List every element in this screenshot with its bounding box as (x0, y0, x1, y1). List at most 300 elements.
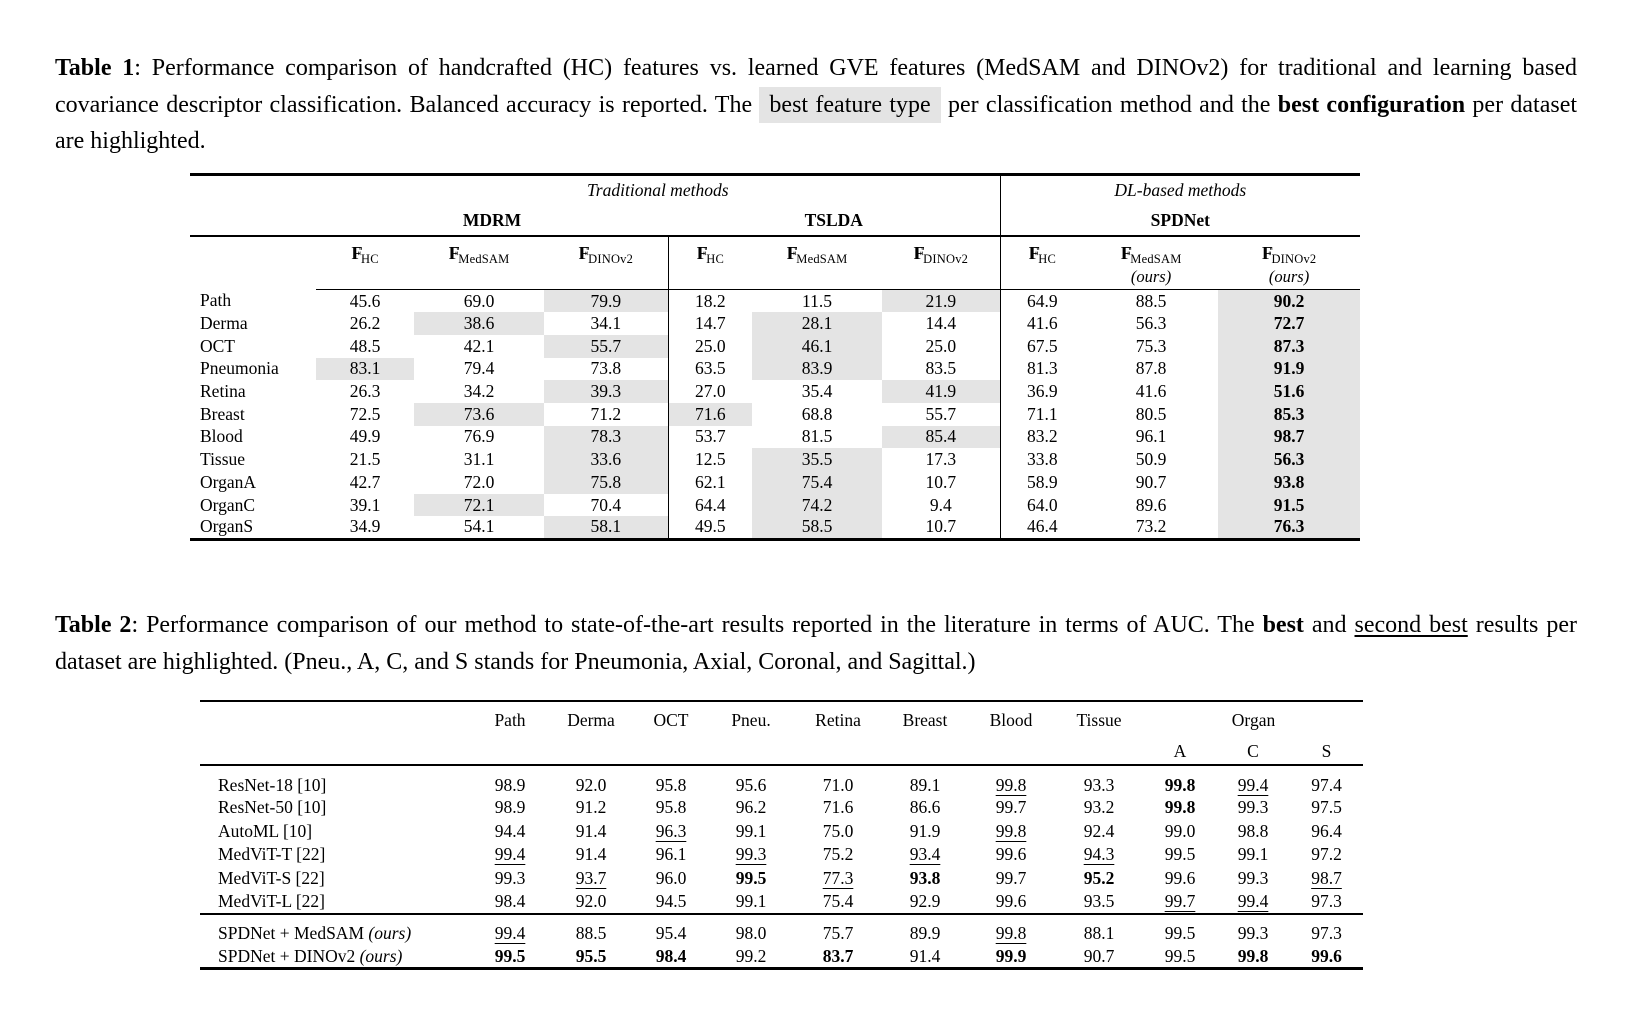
value-cell: 83.7 (794, 945, 882, 969)
row-label: SPDNet + DINOv2 (ours) (200, 945, 472, 969)
row-label: Tissue (200, 449, 246, 470)
value-cell: 92.4 (1083, 820, 1115, 841)
value-cell: 95.6 (735, 774, 767, 795)
value-cell: 93.7 (575, 868, 607, 889)
table-row (190, 516, 1360, 539)
table1-method-row (190, 206, 1360, 236)
value-cell: 58.1 (544, 516, 668, 539)
value-cell: 99.6 (1164, 868, 1196, 889)
table2-caption-label: Table 2 (55, 612, 132, 638)
value-cell: 91.9 (1218, 358, 1360, 381)
method-mdrm: MDRM (316, 206, 668, 236)
table-row (190, 494, 1360, 517)
value-cell: 77.3 (822, 868, 854, 889)
value-cell: 41.6 (1135, 381, 1167, 402)
value-cell: 85.3 (1218, 403, 1360, 426)
row-label: ResNet-50 [10] (218, 797, 327, 818)
value-cell: 75.7 (822, 923, 854, 944)
value-cell: 99.0 (1164, 820, 1196, 841)
value-cell: 9.4 (929, 494, 952, 515)
value-cell: 17.3 (925, 449, 957, 470)
feature-symbol (1084, 243, 1218, 267)
value-cell: 55.7 (544, 335, 668, 358)
column-header-pneu: Pneu. (708, 701, 794, 765)
value-cell: 99.4 (494, 923, 526, 944)
value-cell: 83.2 (1000, 426, 1084, 449)
value-cell: 93.8 (909, 868, 941, 889)
row-label: MedViT-L [22] (200, 890, 472, 914)
table-row (190, 358, 1360, 381)
column-header-feature-dinov2 (882, 236, 1000, 290)
value-cell: 33.8 (1000, 448, 1084, 471)
value-cell: 35.4 (801, 381, 833, 402)
value-cell: 90.7 (1054, 945, 1144, 969)
row-label: MedViT-T [22] (218, 844, 326, 865)
value-cell: 94.4 (494, 820, 526, 841)
row-label: Breast (200, 403, 245, 424)
value-cell: 97.3 (1311, 923, 1342, 944)
value-cell: 99.7 (1144, 890, 1216, 914)
value-cell: 75.2 (822, 844, 854, 865)
value-cell: 99.3 (494, 868, 526, 889)
value-cell: 97.3 (1290, 890, 1363, 914)
value-cell: 73.2 (1084, 516, 1218, 539)
row-label: OrganS (190, 516, 316, 539)
value-cell: 41.6 (1000, 312, 1084, 335)
value-cell: 91.5 (1218, 494, 1360, 517)
empty-cell (200, 701, 472, 765)
value-cell: 94.5 (634, 890, 708, 914)
value-cell: 42.7 (349, 471, 381, 492)
value-cell: 10.7 (925, 471, 957, 492)
value-cell: 49.5 (668, 516, 752, 539)
value-cell: 26.2 (349, 313, 381, 334)
value-cell: 27.0 (668, 380, 752, 403)
value-cell: 99.4 (1237, 774, 1269, 795)
value-cell: 70.4 (590, 494, 622, 515)
value-cell: 72.0 (463, 471, 495, 492)
value-cell: 96.2 (735, 797, 767, 818)
table2-caption-underlined-phrase: second best (1354, 612, 1468, 638)
column-header-feature-medsam (414, 236, 544, 290)
blackboard-F: F F (1262, 243, 1272, 264)
row-label: MedViT-S [22] (218, 868, 325, 889)
value-cell: 72.7 (1218, 312, 1360, 335)
table2-caption-text-2: and (1303, 612, 1355, 638)
value-cell: 71.6 (822, 797, 854, 818)
value-cell: 56.3 (1135, 313, 1167, 334)
row-label: Pneumonia (200, 358, 279, 379)
value-cell: 25.0 (925, 335, 957, 356)
feature-symbol (669, 243, 753, 267)
value-cell: 97.4 (1311, 774, 1342, 795)
feature-symbol (1218, 243, 1360, 267)
blackboard-F: F F (787, 243, 797, 264)
value-cell: 62.1 (668, 471, 752, 494)
value-cell: 99.8 (1216, 945, 1290, 969)
table-row (200, 796, 1363, 820)
value-cell: 67.5 (1000, 335, 1084, 358)
table-row (200, 914, 1363, 945)
value-cell: 96.4 (1311, 820, 1342, 841)
value-cell: 97.2 (1311, 844, 1342, 865)
value-cell: 99.4 (494, 844, 526, 865)
value-cell: 58.5 (752, 516, 882, 539)
value-cell: 33.6 (544, 448, 668, 471)
value-cell: 64.0 (1000, 494, 1084, 517)
value-cell: 71.6 (668, 403, 752, 426)
value-cell: 79.4 (463, 358, 495, 379)
value-cell: 54.1 (414, 516, 544, 539)
table2-caption-text-1: : Performance comparison of our method to state-of-the-art results reported in the literature in terms of AUC. The (131, 612, 1263, 638)
table-row (200, 820, 1363, 844)
value-cell: 99.9 (968, 945, 1054, 969)
value-cell: 64.9 (1000, 290, 1084, 313)
value-cell: 93.2 (1083, 797, 1115, 818)
ours-note: (ours) (1130, 266, 1172, 286)
value-cell: 99.4 (1216, 890, 1290, 914)
value-cell: 71.1 (1000, 403, 1084, 426)
value-cell: 81.5 (801, 426, 833, 447)
method-tslda: TSLDA (668, 206, 1000, 236)
value-cell: 34.9 (316, 516, 414, 539)
feature-symbol (752, 243, 882, 267)
table-row (190, 312, 1360, 335)
feature-symbol (882, 243, 1000, 267)
value-cell: 99.1 (708, 890, 794, 914)
value-cell: 91.9 (909, 820, 941, 841)
value-cell: 41.9 (882, 380, 1000, 403)
method-spdnet: SPDNet (1000, 206, 1360, 236)
table1-caption-label: Table 1 (55, 55, 135, 81)
value-cell: 64.4 (668, 494, 752, 517)
value-cell: 96.1 (655, 844, 687, 865)
value-cell: 91.2 (575, 797, 607, 818)
feature-subscript: MedSAM (1130, 251, 1182, 266)
value-cell: 88.5 (1135, 290, 1167, 311)
value-cell: 93.3 (1083, 774, 1115, 795)
value-cell: 83.1 (316, 358, 414, 381)
column-header-path: Path (472, 701, 548, 765)
value-cell: 26.3 (349, 381, 381, 402)
empty-cell (190, 206, 316, 236)
value-cell: 93.8 (1218, 471, 1360, 494)
feature-subscript: HC (1038, 251, 1057, 266)
blackboard-F: F F (1121, 243, 1131, 264)
value-cell: 89.9 (909, 923, 941, 944)
value-cell: 95.4 (655, 923, 687, 944)
value-cell: 95.5 (548, 945, 634, 969)
value-cell: 91.4 (575, 844, 607, 865)
column-header-feature-medsam (1084, 236, 1218, 290)
column-header-blood: Blood (968, 701, 1054, 765)
column-header-feature-medsam (752, 236, 882, 290)
value-cell: 98.7 (1311, 868, 1342, 889)
value-cell: 69.0 (463, 290, 495, 311)
value-cell: 92.0 (548, 890, 634, 914)
value-cell: 14.7 (668, 312, 752, 335)
value-cell: 99.3 (1237, 868, 1269, 889)
value-cell: 96.1 (1135, 426, 1167, 447)
table1-caption-highlighted-phrase: best feature type (759, 87, 940, 123)
value-cell: 55.7 (925, 403, 957, 424)
feature-subscript: MedSAM (458, 251, 510, 266)
feature-symbol (414, 243, 544, 267)
value-cell: 95.8 (655, 797, 687, 818)
value-cell: 25.0 (668, 335, 752, 358)
value-cell: 73.6 (414, 403, 544, 426)
value-cell: 99.5 (472, 945, 548, 969)
value-cell: 99.7 (995, 868, 1027, 889)
value-cell: 46.1 (752, 335, 882, 358)
blackboard-F: F F (578, 243, 588, 264)
row-label: Blood (200, 426, 243, 447)
value-cell: 39.3 (544, 380, 668, 403)
value-cell: 95.2 (1083, 868, 1115, 889)
table-row (190, 380, 1360, 403)
value-cell: 99.8 (995, 923, 1027, 944)
value-cell: 98.8 (1237, 820, 1269, 841)
column-header-breast: Breast (882, 701, 968, 765)
value-cell: 98.9 (494, 774, 526, 795)
feature-symbol (316, 243, 414, 267)
value-cell: 75.8 (544, 471, 668, 494)
value-cell: 93.4 (909, 844, 941, 865)
value-cell: 99.2 (708, 945, 794, 969)
value-cell: 85.4 (882, 426, 1000, 449)
value-cell: 53.7 (668, 426, 752, 449)
empty-cell (190, 236, 316, 290)
value-cell: 45.6 (349, 290, 381, 311)
value-cell: 81.3 (1000, 358, 1084, 381)
value-cell: 21.5 (349, 449, 381, 470)
value-cell: 99.5 (1164, 844, 1196, 865)
value-cell: 88.1 (1083, 923, 1115, 944)
value-cell: 51.6 (1218, 380, 1360, 403)
value-cell: 75.4 (794, 890, 882, 914)
value-cell: 92.9 (882, 890, 968, 914)
table2-auc-comparison (200, 700, 1363, 970)
value-cell: 99.5 (735, 868, 767, 889)
value-cell: 83.5 (925, 358, 957, 379)
blackboard-F: F F (449, 243, 459, 264)
table1-caption-text-3: per dataset are highlighted. (55, 91, 1578, 154)
value-cell: 42.1 (463, 335, 495, 356)
table1-caption-bold-phrase: best configuration (1277, 91, 1466, 118)
value-cell: 95.8 (655, 774, 687, 795)
empty-cell (190, 175, 316, 206)
table-row (200, 945, 1363, 969)
feature-symbol (544, 243, 668, 267)
feature-symbol (1001, 243, 1085, 267)
value-cell: 76.9 (463, 426, 495, 447)
table-row (190, 448, 1360, 471)
value-cell: 18.2 (668, 290, 752, 313)
value-cell: 94.3 (1083, 844, 1115, 865)
value-cell: 89.6 (1135, 494, 1167, 515)
table1-balanced-accuracy (190, 173, 1360, 541)
table-row (190, 471, 1360, 494)
column-header-feature-dinov2 (1218, 236, 1360, 290)
value-cell: 21.9 (882, 290, 1000, 313)
value-cell: 68.8 (801, 403, 833, 424)
blackboard-F: F F (1029, 243, 1039, 264)
value-cell: 87.8 (1135, 358, 1167, 379)
value-cell: 99.6 (1290, 945, 1363, 969)
value-cell: 11.5 (802, 290, 832, 311)
row-label: Derma (200, 313, 248, 334)
value-cell: 75.0 (822, 820, 854, 841)
value-cell: 80.5 (1135, 403, 1167, 424)
table1-supergroup-row (190, 175, 1360, 206)
value-cell: 99.7 (995, 797, 1027, 818)
value-cell: 58.9 (1000, 471, 1084, 494)
value-cell: 49.9 (349, 426, 381, 447)
value-cell: 38.6 (414, 312, 544, 335)
value-cell: 71.2 (590, 403, 622, 424)
value-cell: 91.4 (882, 945, 968, 969)
feature-subscript: DINOv2 (1271, 251, 1317, 266)
table2-caption (55, 607, 1577, 680)
value-cell: 75.3 (1135, 335, 1167, 356)
value-cell: 98.9 (494, 797, 526, 818)
value-cell: 78.3 (544, 426, 668, 449)
supergroup-traditional: Traditional methods (587, 180, 729, 201)
value-cell: 73.8 (590, 358, 622, 379)
value-cell: 71.0 (822, 774, 854, 795)
blackboard-F: F F (697, 243, 707, 264)
value-cell: 46.4 (1000, 516, 1084, 539)
value-cell: 98.4 (634, 945, 708, 969)
row-label: OrganA (200, 471, 257, 492)
value-cell: 99.3 (1237, 797, 1269, 818)
value-cell: 56.3 (1218, 448, 1360, 471)
column-header-organ-a: A (1144, 733, 1216, 765)
ours-note: (ours) (368, 923, 412, 944)
value-cell: 87.3 (1218, 335, 1360, 358)
value-cell: 88.5 (575, 923, 607, 944)
value-cell: 63.5 (668, 358, 752, 381)
value-cell: 39.1 (349, 494, 381, 515)
value-cell: 99.8 (1164, 774, 1196, 795)
value-cell: 48.5 (349, 335, 381, 356)
table-row (200, 765, 1363, 796)
feature-subscript: DINOv2 (588, 251, 634, 266)
value-cell: 99.1 (1237, 844, 1269, 865)
table2-caption-text-3: results per dataset are highlighted. (Pneu., A, C, and S stands for Pneumonia, Axial, Coronal, and Sagittal.) (55, 612, 1577, 675)
column-header-organ-s: S (1290, 733, 1363, 765)
table1-caption (55, 50, 1577, 160)
row-label: OrganC (200, 494, 256, 515)
row-label: AutoML [10] (218, 820, 313, 841)
table-row (190, 290, 1360, 313)
column-header-feature-hc (1000, 236, 1084, 290)
value-cell: 75.4 (752, 471, 882, 494)
value-cell: 92.0 (575, 774, 607, 795)
value-cell: 10.7 (882, 516, 1000, 539)
value-cell: 28.1 (752, 312, 882, 335)
column-group-organ: Organ (1231, 710, 1276, 730)
value-cell: 96.3 (655, 820, 687, 841)
value-cell: 14.4 (925, 313, 957, 334)
value-cell: 99.1 (735, 820, 767, 841)
value-cell: 83.9 (752, 358, 882, 381)
table-row (190, 335, 1360, 358)
feature-subscript: DINOv2 (923, 251, 969, 266)
row-label: Retina (200, 381, 246, 402)
value-cell: 34.1 (590, 313, 622, 334)
column-header-feature-dinov2 (544, 236, 668, 290)
ours-note: (ours) (359, 945, 403, 966)
row-label: OCT (200, 335, 235, 356)
value-cell: 89.1 (909, 774, 941, 795)
table-row (190, 403, 1360, 426)
value-cell: 99.5 (1144, 945, 1216, 969)
value-cell: 35.5 (752, 448, 882, 471)
value-cell: 97.5 (1311, 797, 1342, 818)
column-header-feature-hc (316, 236, 414, 290)
column-header-organ-c: C (1216, 733, 1290, 765)
feature-subscript: HC (706, 251, 724, 266)
ours-note: (ours) (1268, 266, 1310, 286)
value-cell: 99.8 (995, 820, 1027, 841)
value-cell: 36.9 (1000, 380, 1084, 403)
value-cell: 31.1 (463, 449, 495, 470)
table-row (200, 890, 1363, 914)
row-label: SPDNet + MedSAM (ours) (218, 923, 412, 944)
value-cell: 50.9 (1135, 449, 1167, 470)
value-cell: 99.8 (1164, 797, 1196, 818)
value-cell: 99.6 (968, 890, 1054, 914)
column-header-retina: Retina (794, 701, 882, 765)
table1-feature-header-row (190, 236, 1360, 290)
value-cell: 96.0 (655, 868, 687, 889)
value-cell: 12.5 (668, 448, 752, 471)
value-cell: 74.2 (752, 494, 882, 517)
value-cell: 98.7 (1218, 426, 1360, 449)
value-cell: 99.6 (995, 844, 1027, 865)
value-cell: 98.0 (735, 923, 767, 944)
table1-caption-text-2: per classification method and the (940, 91, 1278, 118)
value-cell: 90.2 (1218, 290, 1360, 313)
value-cell: 79.9 (544, 290, 668, 313)
value-cell: 86.6 (909, 797, 941, 818)
feature-subscript: HC (360, 251, 379, 266)
column-header-derma: Derma (548, 701, 634, 765)
feature-subscript: MedSAM (796, 251, 848, 266)
value-cell: 99.3 (1237, 923, 1269, 944)
value-cell: 91.4 (575, 820, 607, 841)
value-cell: 99.5 (1164, 923, 1196, 944)
value-cell: 72.1 (414, 494, 544, 517)
table2-header-row-1 (200, 701, 1363, 733)
value-cell: 99.3 (735, 844, 767, 865)
table-row (190, 426, 1360, 449)
row-label: Path (200, 290, 232, 311)
blackboard-F: F F (351, 243, 361, 264)
value-cell: 93.5 (1054, 890, 1144, 914)
table-row (200, 867, 1363, 891)
value-cell: 76.3 (1218, 516, 1360, 539)
value-cell: 98.4 (472, 890, 548, 914)
table-row (200, 843, 1363, 867)
value-cell: 34.2 (463, 381, 495, 402)
blackboard-F: F F (913, 243, 923, 264)
column-header-oct: OCT (634, 701, 708, 765)
table2-caption-bold-phrase: best (1262, 612, 1304, 638)
column-header-tissue: Tissue (1054, 701, 1144, 765)
supergroup-dl-based: DL-based methods (1000, 175, 1360, 206)
